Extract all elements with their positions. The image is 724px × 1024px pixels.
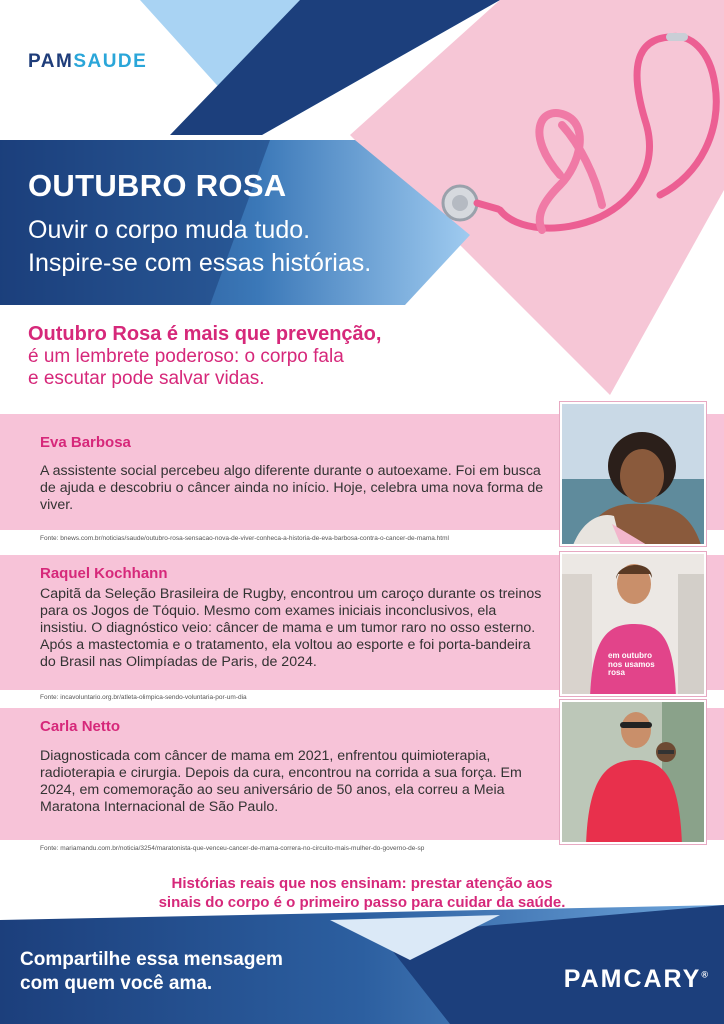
- story-text: Diagnosticada com câncer de mama em 2021, enfrentou quimioterapia, radioterapia e cirurgia. Depois da cura, encontrou na corrida a sua força. Em 2024, em comemoração ao seu aniversário de 50 anos, ela correu a Meia Maratona Internacional de São Paulo.: [40, 748, 522, 815]
- closing-message: [0, 874, 724, 912]
- hero-section: [28, 168, 371, 280]
- hero-title: OUTUBRO ROSA: [28, 168, 287, 203]
- intro-strong: Outubro Rosa é mais que prevenção,: [28, 323, 382, 345]
- intro-line3: e escutar pode salvar vidas.: [28, 368, 265, 389]
- story-name: Eva Barbosa: [40, 434, 131, 451]
- story-carla: [40, 718, 545, 816]
- story-source: Fonte: mariamandu.com.br/noticia/3254/maratonista-que-venceu-cancer-de-mama-correra-no-circuito-mais-mulher-do-governo-de-sp: [40, 845, 425, 852]
- closing-line1: Histórias reais que nos ensinam: prestar atenção aos: [171, 875, 553, 892]
- story-text: Capitã da Seleção Brasileira de Rugby, encontrou um caroço durante os treinos para os Jogos de Tóquio. Mesmo com exames iniciais inconclusivos, ela insistiu. O diagnóstico veio: câncer de mama e um tumor raro no osso esterno. Após a mastectomia e o tratamento, ela voltou ao esporte e foi porta-bandeira do Brasil nas Olimpíadas de Paris, de 2024.: [40, 586, 542, 670]
- story-source: Fonte: bnews.com.br/noticias/saude/outubro-rosa-sensacao-nova-de-viver-conheca-a-historia-de-eva-barbosa-contra-o-cancer-de-mama.html: [40, 535, 449, 542]
- logo-part-saude: SAUDE: [73, 51, 148, 72]
- story-raquel: [40, 565, 545, 671]
- intro-message: [28, 323, 381, 390]
- pamcary-logo: [564, 965, 708, 994]
- story-name: Raquel Kochhann: [40, 565, 168, 582]
- shirt-text: em outubro nos usamos rosa: [608, 651, 655, 677]
- logo-part-pam: PAM: [28, 51, 74, 72]
- photo-carla-netto: [560, 700, 706, 844]
- portrait-eva: [562, 404, 706, 546]
- hero-subtitle-line2: Inspire-se com essas histórias.: [28, 249, 372, 277]
- intro-line2: é um lembrete poderoso: o corpo fala: [28, 346, 344, 367]
- photo-raquel-kochhann: [560, 552, 706, 696]
- pamsaude-logo: [28, 51, 147, 73]
- story-name: Carla Netto: [40, 718, 121, 735]
- stethoscope-ribbon-illustration: [430, 25, 724, 250]
- story-eva: [40, 434, 545, 514]
- portrait-carla: [562, 702, 706, 844]
- pamcary-logo-text: PAMCARY: [563, 965, 702, 993]
- registered-mark: ®: [701, 969, 708, 980]
- share-line1: Compartilhe essa mensagem: [20, 949, 283, 970]
- share-message: [20, 948, 283, 996]
- closing-line2: sinais do corpo é o primeiro passo para cuidar da saúde.: [158, 894, 566, 911]
- story-source: Fonte: incavoluntario.org.br/atleta-olimpica-sendo-voluntaria-por-um-dia: [40, 694, 247, 701]
- photo-eva-barbosa: [560, 402, 706, 546]
- hero-subtitle-line1: Ouvir o corpo muda tudo.: [28, 216, 311, 244]
- story-text: A assistente social percebeu algo diferente durante o autoexame. Foi em busca de ajuda e descobriu o câncer ainda no início. Hoje, celebra uma nova forma de viver.: [40, 463, 544, 513]
- share-line2: com quem você ama.: [20, 973, 213, 994]
